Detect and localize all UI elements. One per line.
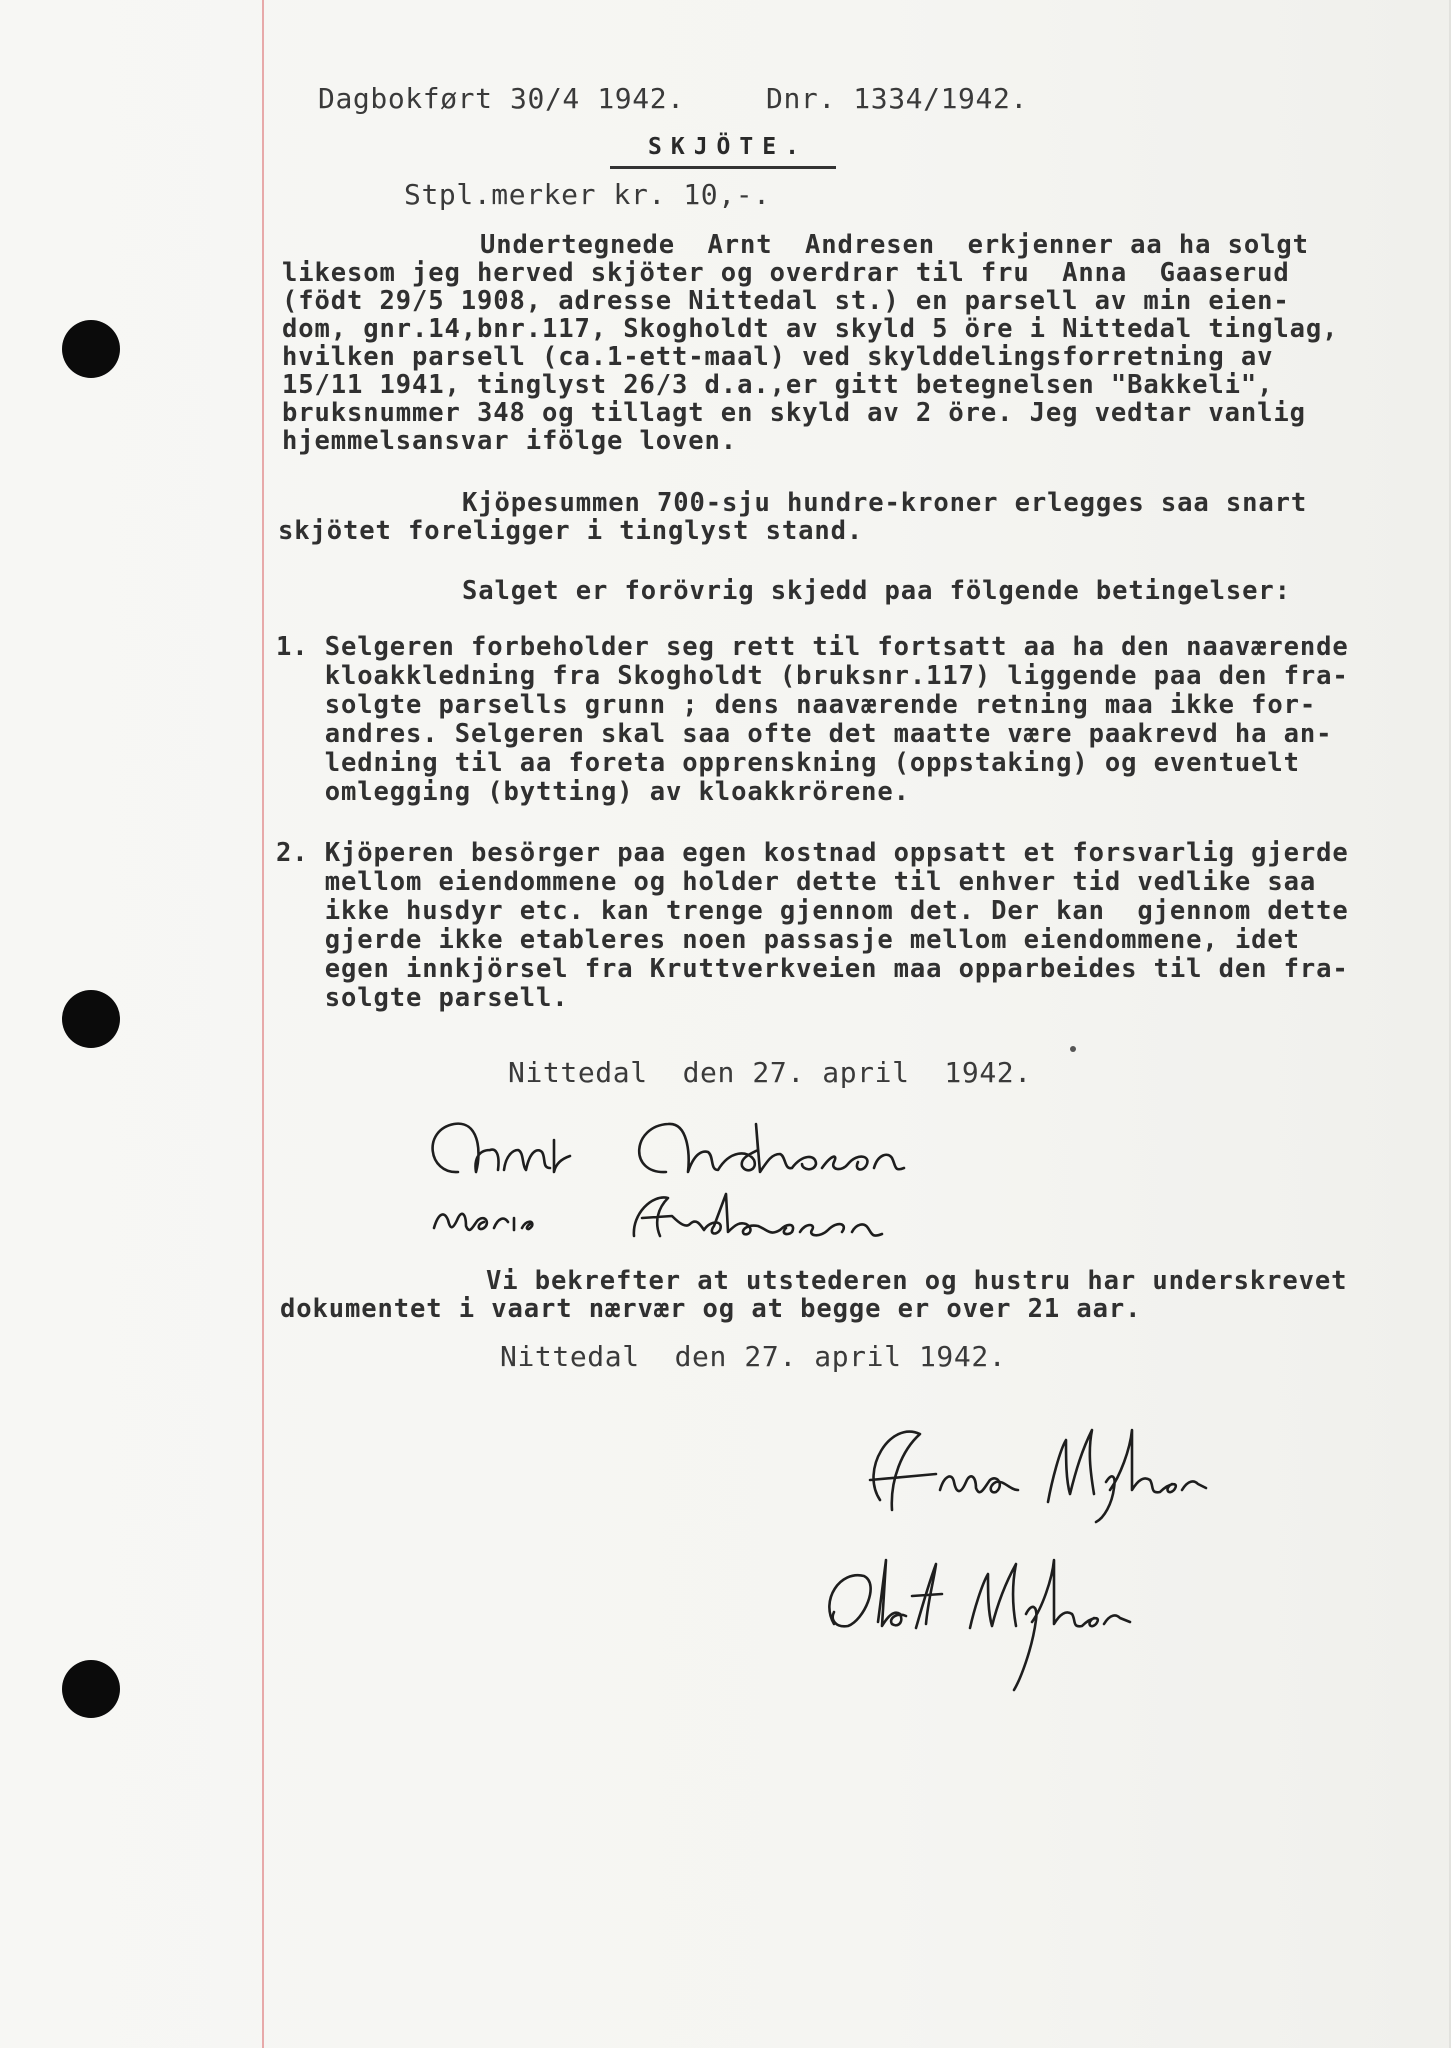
paragraph3: Salget er forövrig skjedd paa fölgende betingelser: — [462, 576, 1291, 606]
condition1-line: ledning til aa foreta opprenskning (oppstaking) og eventuelt — [276, 748, 1300, 778]
punch-hole — [62, 1660, 120, 1718]
condition1-line: omlegging (bytting) av kloakkrörene. — [276, 777, 910, 807]
condition2-line: mellom eiendommene og holder dette til enhver tid vedlike saa — [276, 867, 1317, 897]
paragraph2-line: skjötet foreligger i tinglyst stand. — [278, 516, 864, 546]
margin-line — [262, 0, 264, 2048]
paragraph1-line: (födt 29/5 1908, adresse Nittedal st.) en parsell av min eien- — [282, 286, 1290, 316]
title-underline — [610, 166, 836, 169]
condition2-line: gjerde ikke etableres noen passasje mellom eiendommene, idet — [276, 925, 1300, 955]
document-number: Dnr. 1334/1942. — [766, 82, 1028, 115]
signature-arnt-andresen — [418, 1110, 978, 1194]
punch-hole — [62, 320, 120, 378]
stamp-line: Stpl.merker kr. 10,-. — [404, 178, 771, 211]
document-title: SKJÖTE. — [648, 134, 808, 160]
paragraph1-line: hvilken parsell (ca.1-ett-maal) ved skylddelingsforretning av — [282, 342, 1274, 372]
witness-statement-line: Vi bekrefter at utstederen og hustru har underskrevet — [486, 1266, 1348, 1296]
condition1-line: solgte parsells grunn ; dens naaværende retning maa ikke for- — [276, 690, 1317, 720]
paragraph1-line: bruksnummer 348 og tillagt en skyld av 2 öre. Jeg vedtar vanlig — [282, 398, 1306, 428]
signature-marie-andresen — [428, 1184, 948, 1258]
condition2-line: 2. Kjöperen besörger paa egen kostnad oppsatt et forsvarlig gjerde — [276, 838, 1349, 868]
condition2-line: egen innkjörsel fra Kruttverkveien maa opparbeides til den fra- — [276, 954, 1349, 984]
paragraph1-line: hjemmelsansvar ifölge loven. — [282, 426, 738, 456]
condition2-line: ikke husdyr etc. kan trenge gjennom det. Der kan gjennom dette — [276, 896, 1349, 926]
condition1-line: andres. Selgeren skal saa ofte det maatte være paakrevd ha an- — [276, 719, 1333, 749]
signature-anna-myhrer — [820, 1410, 1260, 1534]
witness-statement-line: dokumentet i vaart nærvær og at begge er over 21 aar. — [280, 1294, 1142, 1324]
ink-dot — [1070, 1046, 1076, 1052]
signature-olaf-myhrer — [820, 1540, 1260, 1704]
paragraph1-line: dom, gnr.14,bnr.117, Skogholdt av skyld 5 öre i Nittedal tinglag, — [282, 314, 1339, 344]
place-date: Nittedal den 27. april 1942. — [500, 1340, 1007, 1373]
condition1-line: kloakkledning fra Skogholdt (bruksnr.117) liggende paa den fra- — [276, 661, 1349, 691]
condition1-line: 1. Selgeren forbeholder seg rett til fortsatt aa ha den naaværende — [276, 632, 1349, 662]
condition2-line: solgte parsell. — [276, 983, 569, 1013]
place-date: Nittedal den 27. april 1942. — [508, 1056, 1032, 1089]
paragraph1-line: 15/11 1941, tinglyst 26/3 d.a.,er gitt betegnelsen "Bakkeli", — [282, 370, 1274, 400]
punch-hole — [62, 990, 120, 1048]
paragraph1-line: Undertegnede Arnt Andresen erkjenner aa ha solgt — [480, 230, 1309, 260]
paragraph1-line: likesom jeg herved skjöter og overdrar til fru Anna Gaaserud — [282, 258, 1290, 288]
registration-date: Dagbokført 30/4 1942. — [318, 82, 685, 115]
paragraph2-line: Kjöpesummen 700-sju hundre-kroner erlegges saa snart — [462, 488, 1308, 518]
